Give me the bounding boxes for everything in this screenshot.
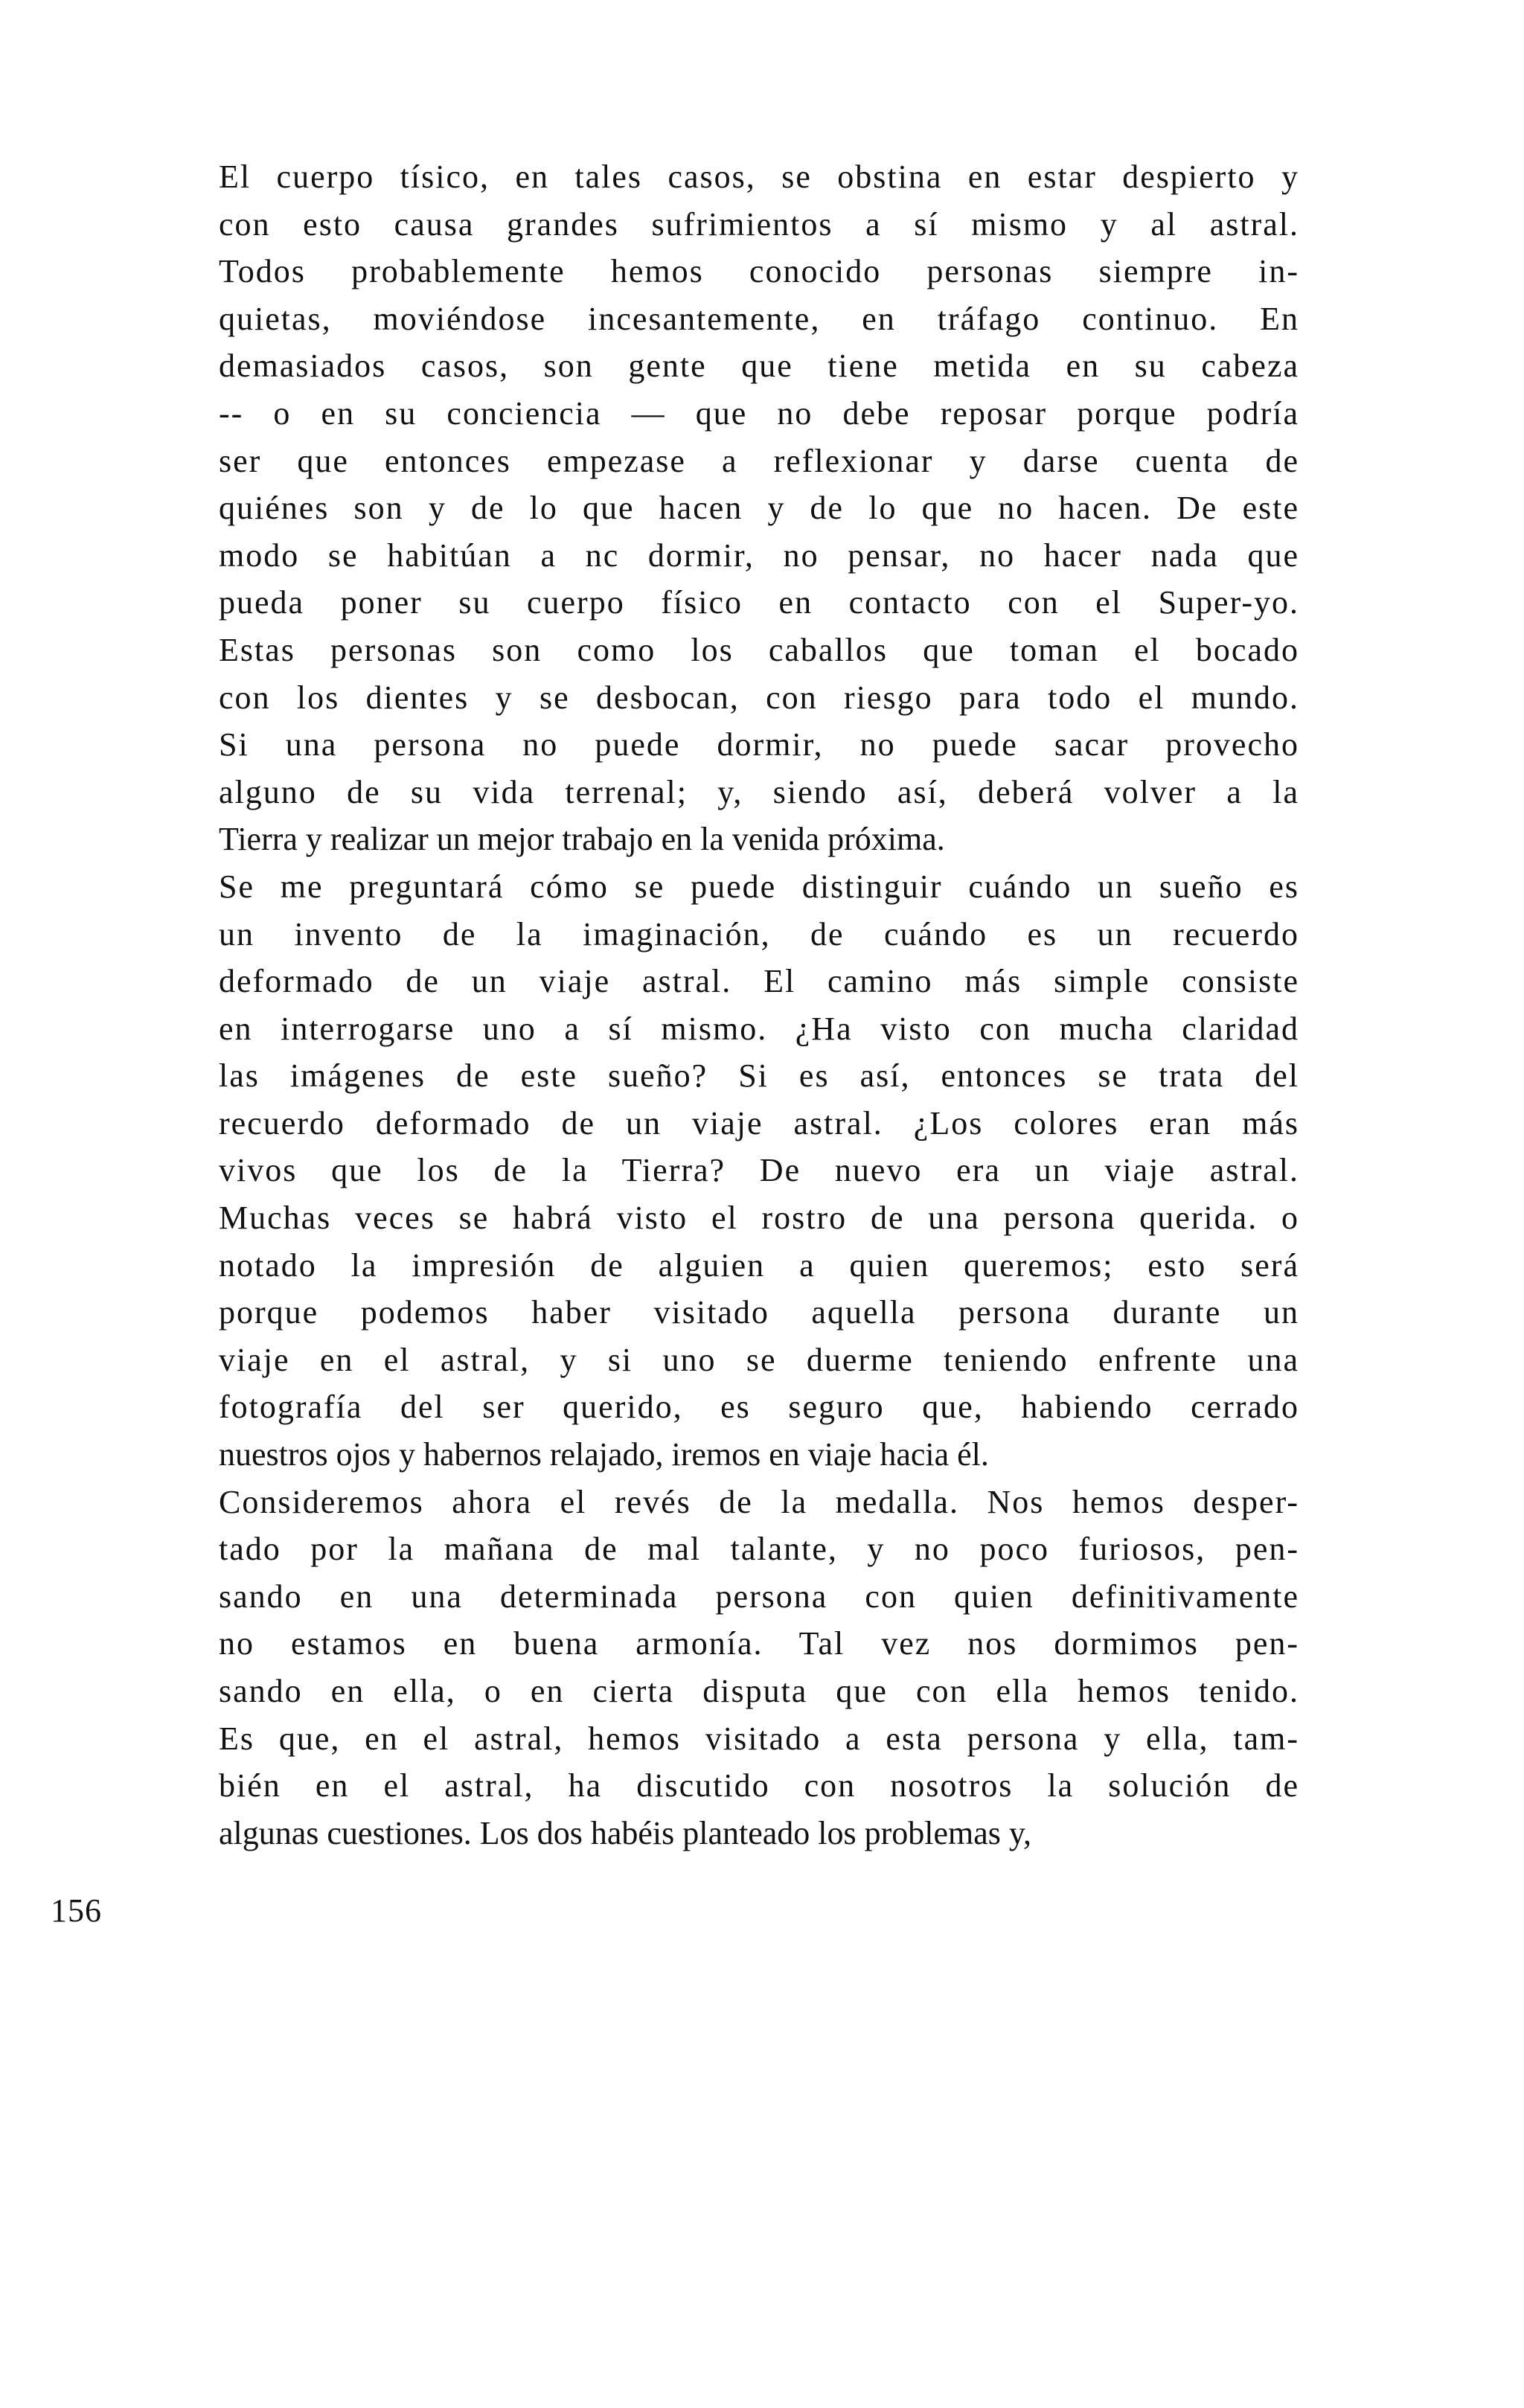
text-line: alguno de su vida terrenal; y, siendo así, deberá volver a la — [219, 773, 1299, 810]
page-number: 156 — [51, 1892, 102, 1929]
text-line: Estas personas son como los caballos que toman el bocado — [219, 631, 1299, 668]
text-line: recuerdo deformado de un viaje astral. ¿Los colores eran más — [219, 1104, 1299, 1141]
text-line: quiénes son y de lo que hacen y de lo que no hacen. De este — [219, 490, 1299, 527]
text-line: Se me preguntará cómo se puede distinguir cuándo un sueño es — [219, 868, 1299, 905]
text-line: porque podemos haber visitado aquella persona durante un — [219, 1294, 1299, 1331]
text-line: con esto causa grandes sufrimientos a sí mismo y al astral. — [219, 205, 1299, 243]
text-line: tado por la mañana de mal talante, y no poco furiosos, pen- — [219, 1531, 1299, 1568]
text-line: en interrogarse uno a sí mismo. ¿Ha visto con mucha claridad — [219, 1010, 1299, 1047]
text-line: vivos que los de la Tierra? De nuevo era un viaje astral. — [219, 1152, 1299, 1189]
text-line: El cuerpo tísico, en tales casos, se obstina en estar despierto y — [219, 158, 1299, 195]
text-line: notado la impresión de alguien a quien queremos; esto será — [219, 1246, 1299, 1284]
text-line: algunas cuestiones. Los dos habéis planteado los problemas y, — [219, 1814, 1032, 1851]
text-line: fotografía del ser querido, es seguro que, habiendo cerrado — [219, 1389, 1299, 1426]
text-line: -- o en su conciencia — que no debe reposar porque podría — [219, 394, 1299, 432]
text-line: Muchas veces se habrá visto el rostro de una persona querida. o — [219, 1200, 1299, 1237]
text-line: demasiados casos, son gente que tiene metida en su cabeza — [219, 348, 1299, 385]
text-line: modo se habitúan a nc dormir, no pensar, no hacer nada que — [219, 537, 1299, 574]
text-line: con los dientes y se desbocan, con riesgo para todo el mundo. — [219, 679, 1299, 716]
body-text — [219, 153, 1299, 1857]
text-line: sando en una determinada persona con quien definitivamente — [219, 1578, 1299, 1615]
text-line: Consideremos ahora el revés de la medalla. Nos hemos desper- — [219, 1483, 1299, 1520]
text-line: las imágenes de este sueño? Si es así, entonces se trata del — [219, 1057, 1299, 1095]
text-line: ser que entonces empezase a reflexionar y darse cuenta de — [219, 442, 1299, 479]
text-line: viaje en el astral, y si uno se duerme teniendo enfrente una — [219, 1341, 1299, 1378]
text-line: Tierra y realizar un mejor trabajo en la venida próxima. — [219, 821, 945, 858]
text-line: un invento de la imaginación, de cuándo es un recuerdo — [219, 915, 1299, 952]
text-line: nuestros ojos y habernos relajado, iremos en viaje hacia él. — [219, 1436, 989, 1473]
text-line: deformado de un viaje astral. El camino más simple consiste — [219, 963, 1299, 1000]
text-line: Es que, en el astral, hemos visitado a esta persona y ella, tam- — [219, 1720, 1299, 1757]
text-line: Si una persona no puede dormir, no puede sacar provecho — [219, 726, 1299, 763]
text-line: sando en ella, o en cierta disputa que con ella hemos tenido. — [219, 1673, 1299, 1709]
text-line: bién en el astral, ha discutido con nosotros la solución de — [219, 1767, 1299, 1805]
text-line: no estamos en buena armonía. Tal vez nos dormimos pen- — [219, 1625, 1299, 1662]
text-line: Todos probablemente hemos conocido personas siempre in- — [219, 253, 1299, 290]
text-line: pueda poner su cuerpo físico en contacto con el Super-yo. — [219, 584, 1299, 621]
text-line: quietas, moviéndose incesantemente, en tráfago continuo. En — [219, 300, 1299, 337]
